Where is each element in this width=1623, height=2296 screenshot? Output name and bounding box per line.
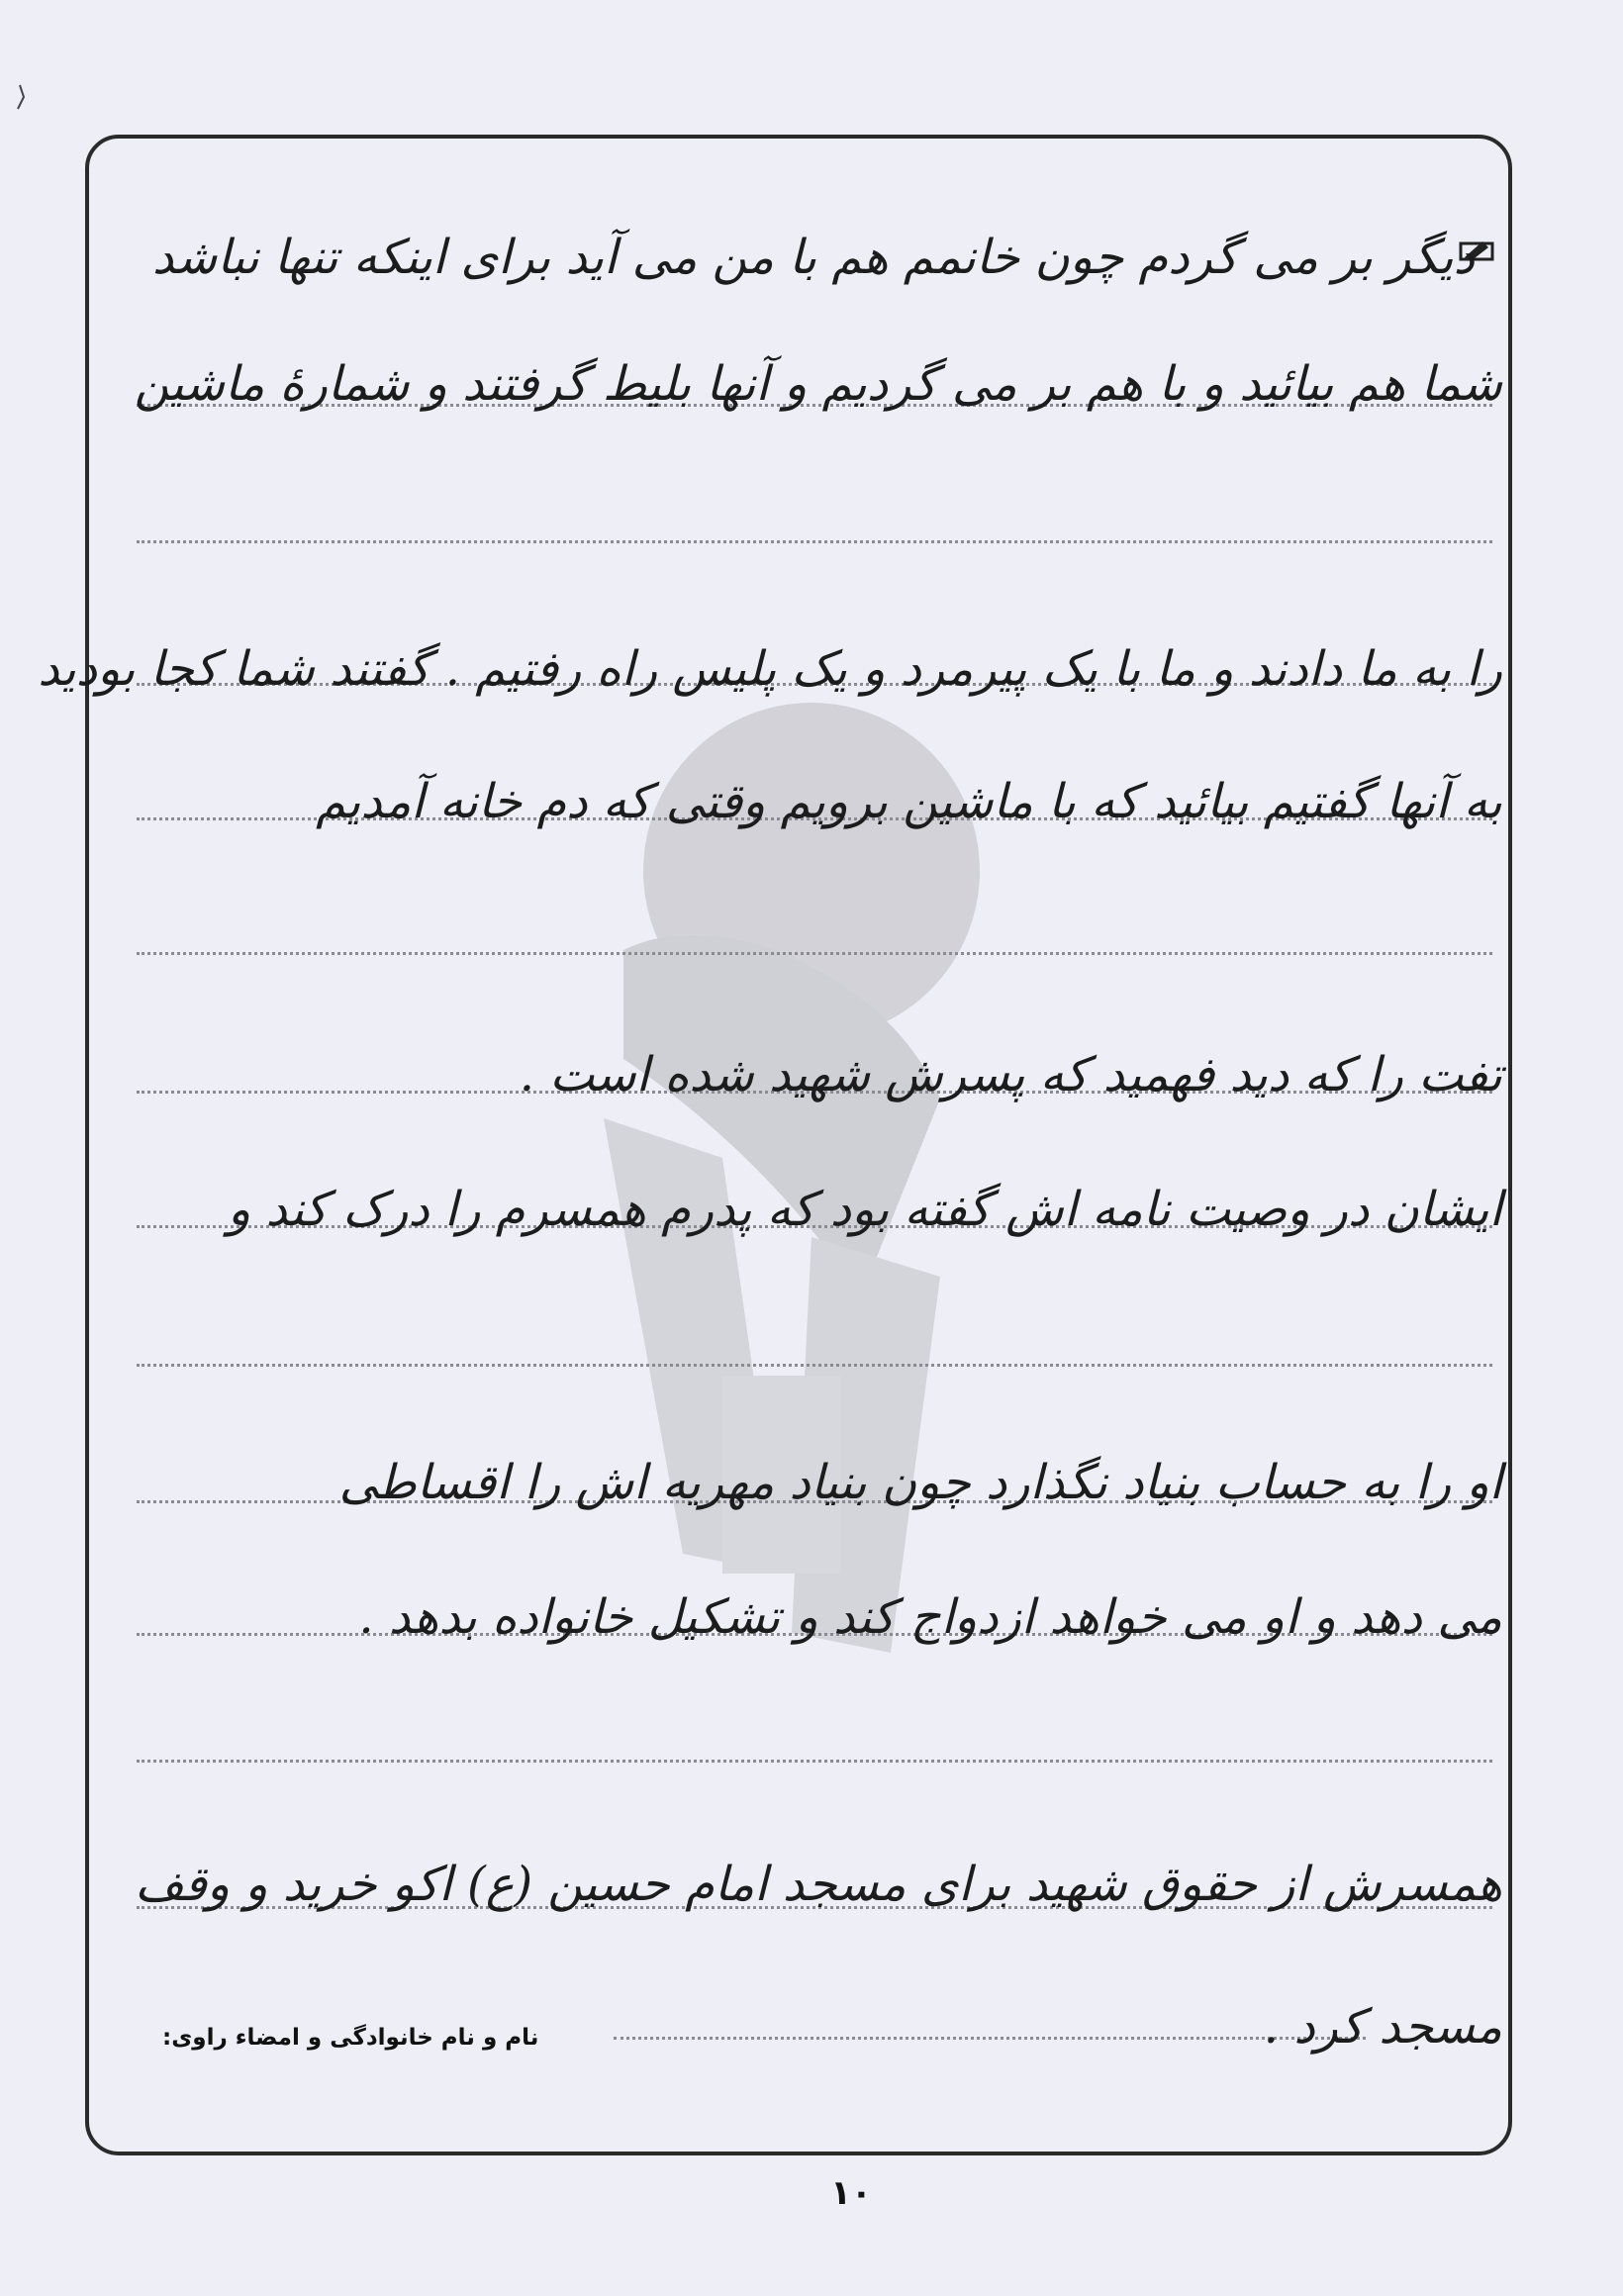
handwriting-line-4: به آنها گفتیم بیائید که با ماشین برویم وقتی که دم خانه آمدیم — [316, 774, 1502, 829]
handwriting-line-8: می دهد و او می خواهد ازدواج کند و تشکیل خانواده بدهد . — [358, 1589, 1502, 1645]
narrator-signature-label: نام و نام خانوادگی و امضاء راوی: — [162, 2025, 539, 2051]
ruled-line — [137, 1364, 1492, 1367]
scan-mark — [12, 83, 32, 113]
handwriting-line-3: را به ما دادند و ما با یک پیرمرد و یک پلیس راه رفتیم . گفتند شما کجا بودید — [38, 641, 1502, 697]
handwriting-line-7: او را به حساب بنیاد نگذارد چون بنیاد مهریه اش را اقساطی — [338, 1455, 1502, 1510]
ruled-line — [137, 952, 1492, 955]
handwriting-line-1: دیگر بر می گردم چون خانمم هم با من می آید برای اینکه تنها نباشد — [151, 230, 1475, 285]
ruled-line — [137, 540, 1492, 543]
page-number: ۱۰ — [830, 2173, 872, 2213]
handwriting-line-10: مسجد کرد . — [1263, 1999, 1502, 2055]
ruled-line — [137, 1760, 1492, 1763]
handwriting-line-9: همسرش از حقوق شهید برای مسجد امام حسین (ع) اکو خرید و وقف — [135, 1857, 1502, 1912]
handwriting-line-2: شما هم بیائید و با هم بر می گردیم و آنها بلیط گرفتند و شمارهٔ ماشین — [134, 356, 1502, 412]
handwriting-line-6: ایشان در وصیت نامه اش گفته بود که پدرم همسرم را درک کند و — [228, 1182, 1502, 1237]
handwriting-line-5: تفت را که دید فهمید که پسرش شهید شده است . — [519, 1047, 1502, 1102]
